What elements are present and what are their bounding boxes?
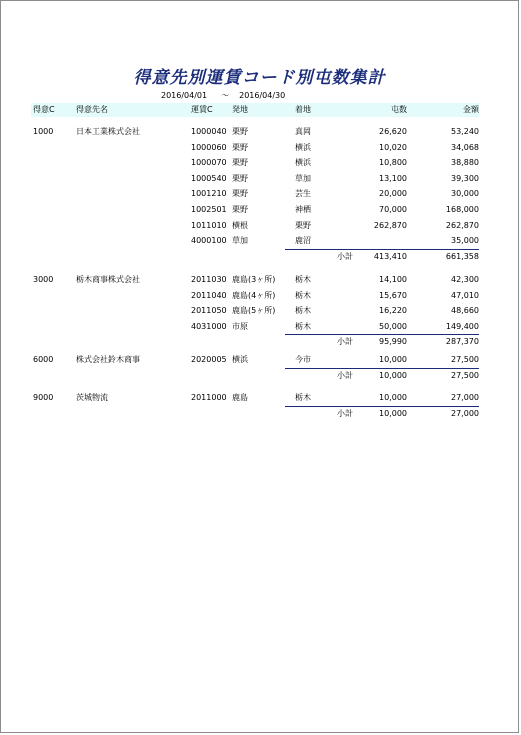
col-fare-code: 4031000: [191, 321, 227, 331]
customer-name: 茨城物流: [76, 393, 108, 402]
col-fare-code: 1000540: [191, 173, 227, 183]
col-destination: 横浜: [295, 142, 311, 152]
col-origin: 鹿島: [232, 393, 248, 402]
col-destination: 栃木: [295, 306, 311, 316]
col-fare-code: 1001210: [191, 189, 227, 199]
col-amount: 262,870: [445, 220, 479, 230]
col-origin: 栗野: [232, 158, 248, 168]
subtotal-rule: [285, 406, 479, 407]
col-tonnage: 262,870: [373, 220, 407, 230]
subtotal-label: 小計: [337, 408, 353, 418]
col-tonnage: 13,100: [379, 173, 407, 183]
date-tilde: ～: [221, 91, 230, 100]
col-fare-code: 1000060: [191, 142, 227, 152]
col-fare-code-header: 運賃C: [191, 105, 213, 114]
col-tonnage: 50,000: [379, 321, 407, 331]
col-amount: 168,000: [445, 205, 479, 214]
subtotal-tonnage: 413,410: [373, 251, 407, 261]
col-fare-code: 1011010: [191, 220, 227, 230]
col-fare-code: 2011040: [191, 290, 227, 300]
subtotal-label: 小計: [337, 251, 353, 261]
col-origin: 栗野: [232, 142, 248, 152]
customer-code: 9000: [33, 393, 54, 402]
col-customer-code-header: 得意C: [33, 105, 55, 114]
col-amount: 39,300: [451, 173, 479, 183]
col-tonnage: 10,800: [379, 158, 407, 168]
col-fare-code: 2011000: [191, 393, 227, 402]
col-customer-name-header: 得意先名: [76, 105, 108, 114]
subtotal-rule: [285, 368, 479, 369]
subtotal-rule: [285, 249, 479, 250]
col-fare-code: 4000100: [191, 236, 227, 246]
col-tonnage: 10,020: [379, 142, 407, 152]
customer-code: 6000: [33, 355, 54, 364]
col-origin: 栗野: [232, 205, 248, 214]
customer-code: 1000: [33, 127, 54, 136]
col-tonnage: 20,000: [379, 189, 407, 199]
col-origin: 栗野: [232, 127, 248, 136]
subtotal-rule: [285, 334, 479, 335]
subtotal-tonnage: 95,990: [379, 337, 407, 347]
col-destination: 神栖: [295, 205, 311, 214]
date-from: 2016/04/01: [161, 91, 208, 100]
col-destination: 栃木: [295, 393, 311, 402]
date-to: 2016/04/30: [239, 91, 286, 100]
col-fare-code: 1000070: [191, 158, 227, 168]
col-origin: 鹿島(3ヶ所): [232, 275, 276, 284]
subtotal-label: 小計: [337, 370, 353, 380]
customer-name: 栃木商事株式会社: [76, 275, 140, 284]
col-amount: 27,500: [451, 355, 479, 364]
col-destination: 栃木: [295, 275, 311, 284]
col-destination: 栗野: [295, 220, 311, 230]
col-destination: 横浜: [295, 158, 311, 168]
customer-code: 3000: [33, 275, 54, 284]
col-fare-code: 2011030: [191, 275, 227, 284]
date-range: [161, 90, 285, 101]
col-fare-code: 1000040: [191, 127, 227, 136]
col-amount: 34,068: [451, 142, 479, 152]
col-tonnage-header: 屯数: [391, 105, 407, 114]
col-tonnage: 15,670: [379, 290, 407, 300]
subtotal-tonnage: 10,000: [379, 408, 407, 418]
subtotal-amount: 287,370: [445, 337, 479, 347]
col-tonnage: 14,100: [379, 275, 407, 284]
col-destination: 今市: [295, 355, 311, 364]
col-amount: 38,880: [451, 158, 479, 168]
col-origin-header: 発地: [232, 105, 248, 114]
subtotal-label: 小計: [337, 337, 353, 347]
subtotal-amount: 27,500: [451, 370, 479, 380]
subtotal-amount: 27,000: [451, 408, 479, 418]
col-origin: 栗野: [232, 173, 248, 183]
col-destination: 栃木: [295, 290, 311, 300]
col-destination: 草加: [295, 173, 311, 183]
customer-name: 日本工業株式会社: [76, 127, 140, 136]
col-destination: 栃木: [295, 321, 311, 331]
col-tonnage: 10,000: [379, 393, 407, 402]
col-amount: 48,660: [451, 306, 479, 316]
col-tonnage: 10,000: [379, 355, 407, 364]
subtotal-tonnage: 10,000: [379, 370, 407, 380]
col-destination: 真岡: [295, 127, 311, 136]
col-fare-code: 1002501: [191, 205, 227, 214]
col-amount: 149,400: [445, 321, 479, 331]
col-amount: 30,000: [451, 189, 479, 199]
col-origin: 横根: [232, 220, 248, 230]
col-fare-code: 2011050: [191, 306, 227, 316]
col-origin: 鹿島(4ヶ所): [232, 290, 276, 300]
report-title: 得意先別運賃コード別屯数集計: [133, 68, 386, 88]
col-amount: 42,300: [451, 275, 479, 284]
col-tonnage: 16,220: [379, 306, 407, 316]
col-origin: 栗野: [232, 189, 248, 199]
col-amount: 47,010: [451, 290, 479, 300]
col-amount-header: 金額: [463, 105, 479, 114]
col-tonnage: 26,620: [379, 127, 407, 136]
col-origin: 市原: [232, 321, 248, 331]
customer-name: 株式会社鈴木商事: [76, 355, 140, 364]
col-destination: 芸生: [295, 189, 311, 199]
col-destination-header: 着地: [295, 105, 311, 114]
col-amount: 53,240: [451, 127, 479, 136]
subtotal-amount: 661,358: [445, 251, 479, 261]
col-amount: 35,000: [451, 236, 479, 246]
col-origin: 横浜: [232, 355, 248, 364]
col-destination: 鹿沼: [295, 236, 311, 246]
col-fare-code: 2020005: [191, 355, 227, 364]
col-tonnage: 70,000: [379, 205, 407, 214]
col-origin: 鹿島(5ヶ所): [232, 306, 276, 316]
col-amount: 27,000: [451, 393, 479, 402]
col-origin: 草加: [232, 236, 248, 246]
